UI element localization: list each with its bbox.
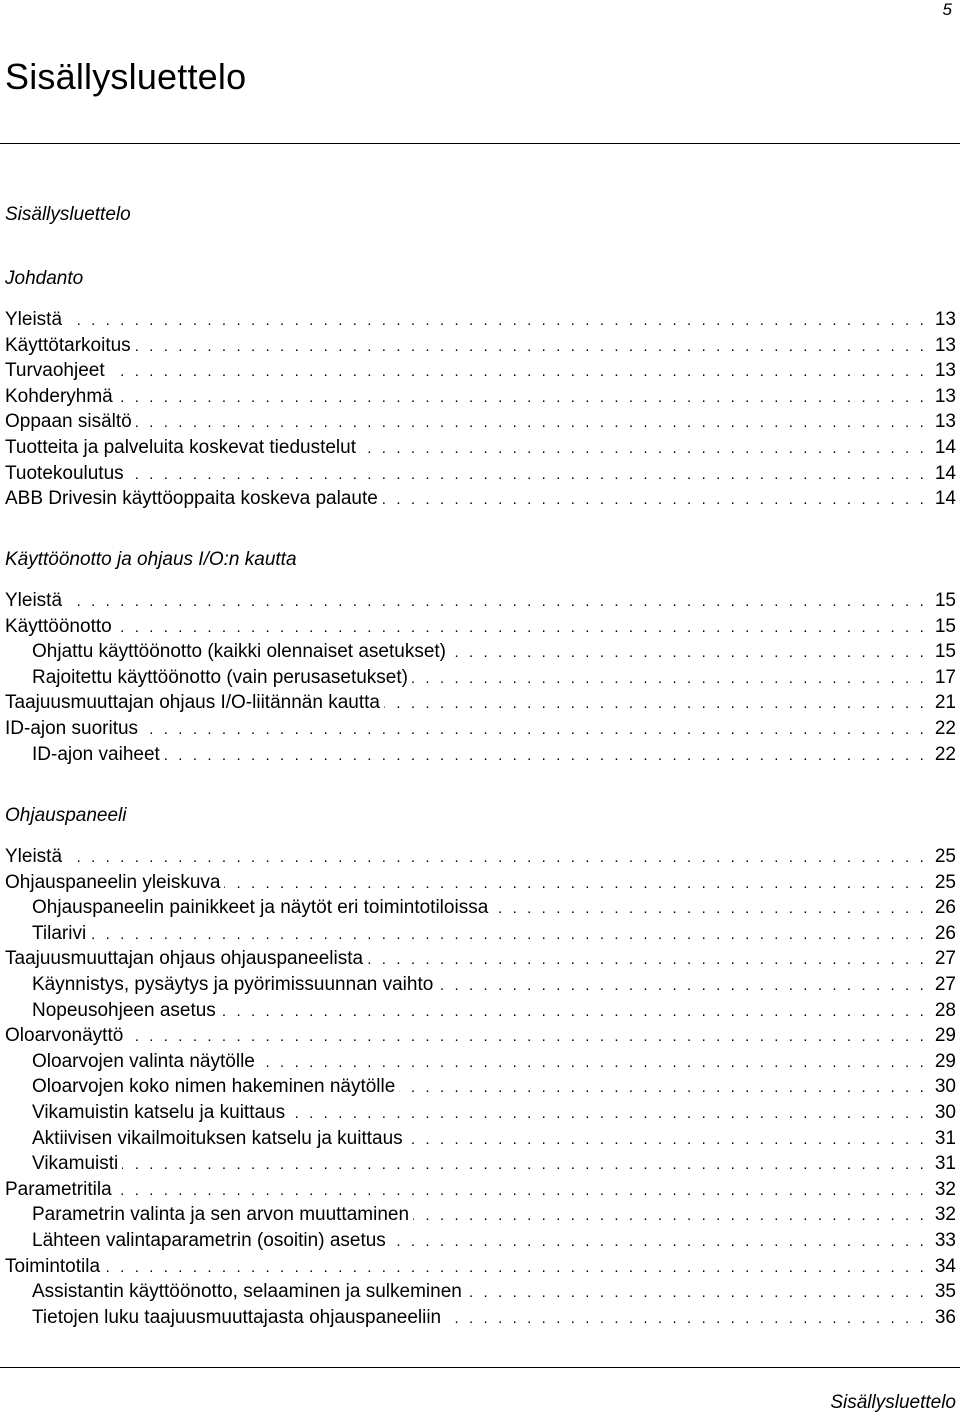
toc-entry-page: 32	[934, 1178, 956, 1200]
toc-entry[interactable]	[32, 1074, 956, 1100]
toc-entry-label: Vikamuistin katselu ja kuittaus	[32, 1102, 286, 1123]
toc-entry-label: Käynnistys, pysäytys ja pyörimissuunnan vaihto	[32, 974, 434, 995]
dot-leader	[104, 1255, 927, 1281]
toc-entry-page: 22	[934, 718, 956, 739]
dot-leader	[66, 589, 927, 615]
section-heading: Sisällysluettelo	[5, 204, 131, 225]
dot-leader	[437, 973, 927, 999]
dot-leader	[66, 845, 927, 871]
toc-entry-page: 25	[934, 846, 956, 867]
dot-leader	[128, 462, 927, 488]
toc-entry-page: 30	[934, 1102, 956, 1123]
toc-entry-page: 27	[934, 974, 956, 995]
toc-entry-label: Oloarvojen valinta näytölle	[32, 1050, 255, 1072]
toc-entry-label: Tietojen luku taajuusmuuttajasta ohjauspaneeliin	[32, 1306, 442, 1328]
toc-entry[interactable]	[5, 358, 956, 384]
dot-leader	[116, 1178, 927, 1204]
toc-entry[interactable]	[5, 588, 956, 614]
toc-entry[interactable]	[32, 1202, 956, 1228]
toc-entry-page: 14	[934, 437, 956, 458]
toc-entry[interactable]	[32, 1228, 956, 1254]
dot-leader	[224, 871, 926, 897]
toc-entry-page: 34	[934, 1255, 956, 1277]
toc-entry[interactable]	[32, 895, 956, 921]
dot-leader	[445, 1306, 927, 1332]
toc-entry[interactable]	[5, 435, 956, 461]
toc-entry[interactable]	[5, 946, 956, 972]
toc-entry-page: 26	[934, 897, 956, 919]
dot-leader	[407, 1127, 927, 1153]
toc-entry[interactable]	[5, 333, 956, 359]
toc-entry-label: Toimintotila	[5, 1255, 101, 1277]
toc-entry-label: Parametrin valinta ja sen arvon muuttaminen	[32, 1204, 410, 1226]
toc-entry-page: 25	[934, 871, 956, 893]
toc-entry-label: Tuotteita ja palveluita koskevat tiedustelut	[5, 437, 356, 458]
dot-leader	[384, 691, 927, 717]
toc-entry-page: 21	[934, 692, 956, 714]
footer-divider	[0, 1367, 960, 1368]
toc-entry-label: Yleistä	[5, 309, 63, 330]
toc-entry-page: 28	[934, 999, 956, 1021]
toc-entry[interactable]	[5, 409, 956, 435]
toc-entry-page: 13	[934, 411, 956, 433]
toc-entry-label: Oloarvonäyttö	[5, 1025, 124, 1047]
dot-leader	[412, 666, 927, 692]
toc-entry-label: Tilarivi	[32, 922, 87, 944]
dot-leader	[66, 308, 927, 334]
toc-entry-page: 26	[934, 922, 956, 944]
page-title: Sisällysluettelo	[5, 56, 247, 97]
toc-entry[interactable]	[5, 870, 956, 896]
toc-entry-page: 22	[934, 743, 956, 765]
dot-leader	[136, 410, 927, 436]
toc-entry-label: Ohjauspaneelin yleiskuva	[5, 871, 221, 893]
toc-entry-label: Käyttöönotto	[5, 615, 112, 637]
section-heading: Ohjauspaneeli	[5, 805, 127, 826]
toc-entry-label: Ohjauspaneelin painikkeet ja näytöt eri toimintotiloissa	[32, 897, 489, 919]
dot-leader	[466, 1280, 927, 1306]
toc-entry-page: 13	[934, 309, 956, 330]
dot-leader	[117, 385, 927, 411]
toc-entry-label: Nopeusohjeen asetus	[32, 999, 216, 1021]
dot-leader	[164, 743, 927, 769]
toc-entry-page: 30	[934, 1076, 956, 1098]
toc-entry-label: Parametritila	[5, 1178, 112, 1200]
toc-entry[interactable]	[32, 639, 956, 665]
dot-leader	[90, 922, 927, 948]
section-heading: Käyttöönotto ja ohjaus I/O:n kautta	[5, 549, 297, 570]
dot-leader	[116, 615, 927, 641]
toc-entry-page: 15	[934, 590, 956, 611]
toc-entry[interactable]	[5, 486, 956, 512]
toc-entry-page: 17	[934, 666, 956, 688]
dot-leader	[289, 1101, 927, 1127]
toc-entry[interactable]	[5, 1254, 956, 1280]
toc-entry-page: 31	[934, 1153, 956, 1175]
dot-leader	[492, 896, 927, 922]
toc-entry[interactable]	[32, 1049, 956, 1075]
toc-entry[interactable]	[5, 461, 956, 487]
toc-entry-page: 27	[934, 948, 956, 970]
toc-entry-page: 29	[934, 1025, 956, 1047]
toc-entry-label: Vikamuisti	[32, 1153, 119, 1175]
section-heading: Johdanto	[5, 268, 84, 289]
toc-entry-page: 13	[934, 334, 956, 356]
toc-entry-page: 13	[934, 385, 956, 407]
toc-entry-label: Tuotekoulutus	[5, 462, 124, 484]
toc-entry-label: Käyttötarkoitus	[5, 334, 131, 356]
toc-entry-label: Lähteen valintaparametrin (osoitin) asetus	[32, 1230, 386, 1251]
dot-leader	[450, 640, 927, 666]
toc-entry-label: Ohjattu käyttöönotto (kaikki olennaiset asetukset)	[32, 641, 447, 663]
toc-entry-page: 13	[934, 360, 956, 382]
toc-entry[interactable]	[32, 1305, 956, 1331]
toc-entry[interactable]	[5, 690, 956, 716]
toc-entry-label: Assistantin käyttöönotto, selaaminen ja sulkeminen	[32, 1281, 462, 1303]
toc-entry[interactable]	[5, 1023, 956, 1049]
toc-entry-page: 29	[934, 1050, 956, 1072]
toc-entry-page: 15	[934, 641, 956, 663]
toc-entry-label: Yleistä	[5, 846, 63, 867]
toc-entry-page: 14	[934, 488, 956, 510]
toc-entry-page: 32	[934, 1204, 956, 1226]
dot-leader	[135, 334, 927, 360]
toc-entry-page: 35	[934, 1281, 956, 1303]
dot-leader	[360, 436, 927, 462]
toc-entry[interactable]	[32, 1151, 956, 1177]
toc-entry[interactable]	[5, 307, 956, 333]
toc-entry-page: 33	[934, 1230, 956, 1251]
toc-entry[interactable]	[5, 716, 956, 742]
toc-entry-label: Aktiivisen vikailmoituksen katselu ja kuittaus	[32, 1127, 403, 1149]
toc-entry-label: ID-ajon suoritus	[5, 718, 139, 739]
toc-entry[interactable]	[32, 1279, 956, 1305]
toc-entry-label: Oppaan sisältö	[5, 411, 132, 433]
toc-entry-label: Taajuusmuuttajan ohjaus I/O-liitännän kautta	[5, 692, 380, 714]
dot-leader	[399, 1075, 927, 1101]
dot-leader	[259, 1050, 927, 1076]
toc-entry[interactable]	[32, 742, 956, 768]
toc-entry[interactable]	[5, 1177, 956, 1203]
toc-entry[interactable]	[32, 1126, 956, 1152]
toc-entry[interactable]	[32, 998, 956, 1024]
toc-entry[interactable]	[32, 921, 956, 947]
toc-entry-page: 31	[934, 1127, 956, 1149]
footer-label: Sisällysluettelo	[830, 1392, 956, 1413]
dot-leader	[367, 947, 927, 973]
toc-entry[interactable]	[32, 665, 956, 691]
dot-leader	[413, 1203, 927, 1229]
toc-entry-label: Taajuusmuuttajan ohjaus ohjauspaneelista	[5, 948, 364, 970]
toc-entry-label: ABB Drivesin käyttöoppaita koskeva palaute	[5, 488, 378, 510]
dot-leader	[142, 717, 927, 743]
dot-leader	[109, 359, 927, 385]
toc-entry[interactable]	[32, 972, 956, 998]
toc-entry-label: ID-ajon vaiheet	[32, 743, 160, 765]
toc-entry[interactable]	[5, 384, 956, 410]
title-divider	[0, 143, 960, 144]
toc-entry[interactable]	[5, 844, 956, 870]
dot-leader	[390, 1229, 927, 1255]
toc-entry[interactable]	[5, 614, 956, 640]
dot-leader	[220, 999, 927, 1025]
dot-leader	[127, 1024, 927, 1050]
toc-entry-label: Yleistä	[5, 590, 63, 611]
toc-entry-label: Oloarvojen koko nimen hakeminen näytölle	[32, 1076, 396, 1098]
dot-leader	[382, 487, 927, 513]
toc-entry-page: 36	[934, 1306, 956, 1328]
toc-entry-label: Kohderyhmä	[5, 385, 113, 407]
toc-entry[interactable]	[32, 1100, 956, 1126]
toc-entry-page: 14	[934, 462, 956, 484]
toc-entry-label: Rajoitettu käyttöönotto (vain perusasetukset)	[32, 666, 408, 688]
page-number: 5	[942, 0, 952, 19]
toc-entry-page: 15	[934, 615, 956, 637]
toc-entry-label: Turvaohjeet	[5, 360, 105, 382]
dot-leader	[122, 1152, 927, 1178]
